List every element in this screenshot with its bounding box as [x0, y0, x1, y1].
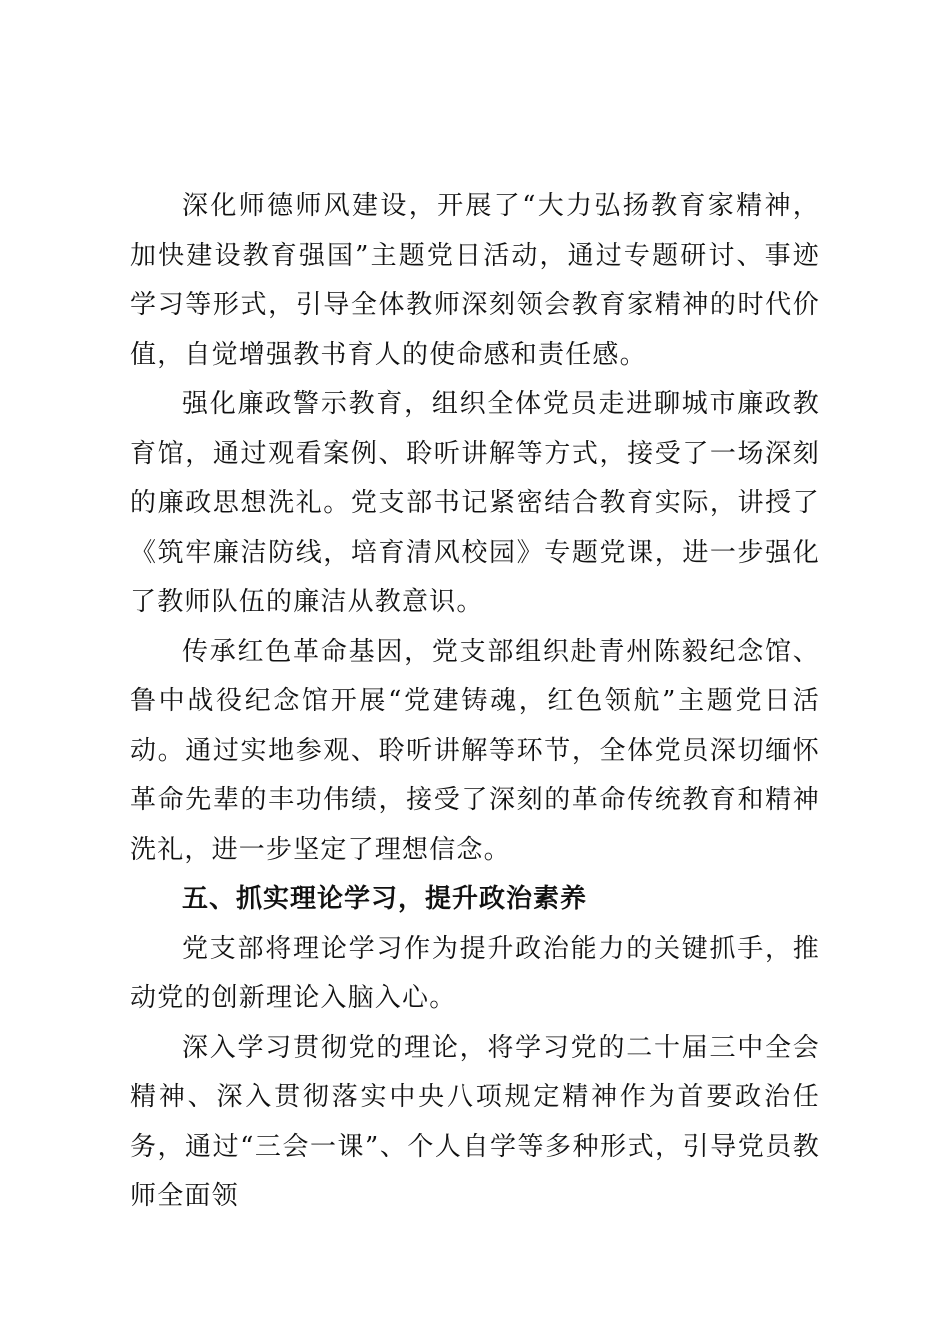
paragraph-theory-study: 深入学习贯彻党的理论，将学习党的二十届三中全会精神、深入贯彻落实中央八项规定精神作为首要政治任务，通过“三会一课”、个人自学等多种形式，引导党员教师全面领 — [130, 1032, 820, 1211]
paragraph-ethics: 深化师德师风建设，开展了“大力弘扬教育家精神，加快建设教育强国”主题党日活动，通过专题研讨、事迹学习等形式，引导全体教师深刻领会教育家精神的时代价值，自觉增强教书育人的使命感和责任感。 — [130, 191, 820, 370]
document-body — [130, 182, 820, 1222]
paragraph-theory-intro: 党支部将理论学习作为提升政治能力的关键抓手，推动党的创新理论入脑入心。 — [130, 933, 820, 1013]
paragraph-red-heritage: 传承红色革命基因，党支部组织赴青州陈毅纪念馆、鲁中战役纪念馆开展“党建铸魂，红色领航”主题党日活动。通过实地参观、聆听讲解等环节，全体党员深切缅怀革命先辈的丰功伟绩，接受了深刻的革命传统教育和精神洗礼，进一步坚定了理想信念。 — [130, 636, 820, 865]
paragraph-integrity: 强化廉政警示教育，组织全体党员走进聊城市廉政教育馆，通过观看案例、聆听讲解等方式，接受了一场深刻的廉政思想洗礼。党支部书记紧密结合教育实际，讲授了《筑牢廉洁防线，培育清风校园》专题党课，进一步强化了教师队伍的廉洁从教意识。 — [130, 389, 820, 617]
section-heading: 五、抓实理论学习，提升政治素养 — [182, 884, 588, 914]
